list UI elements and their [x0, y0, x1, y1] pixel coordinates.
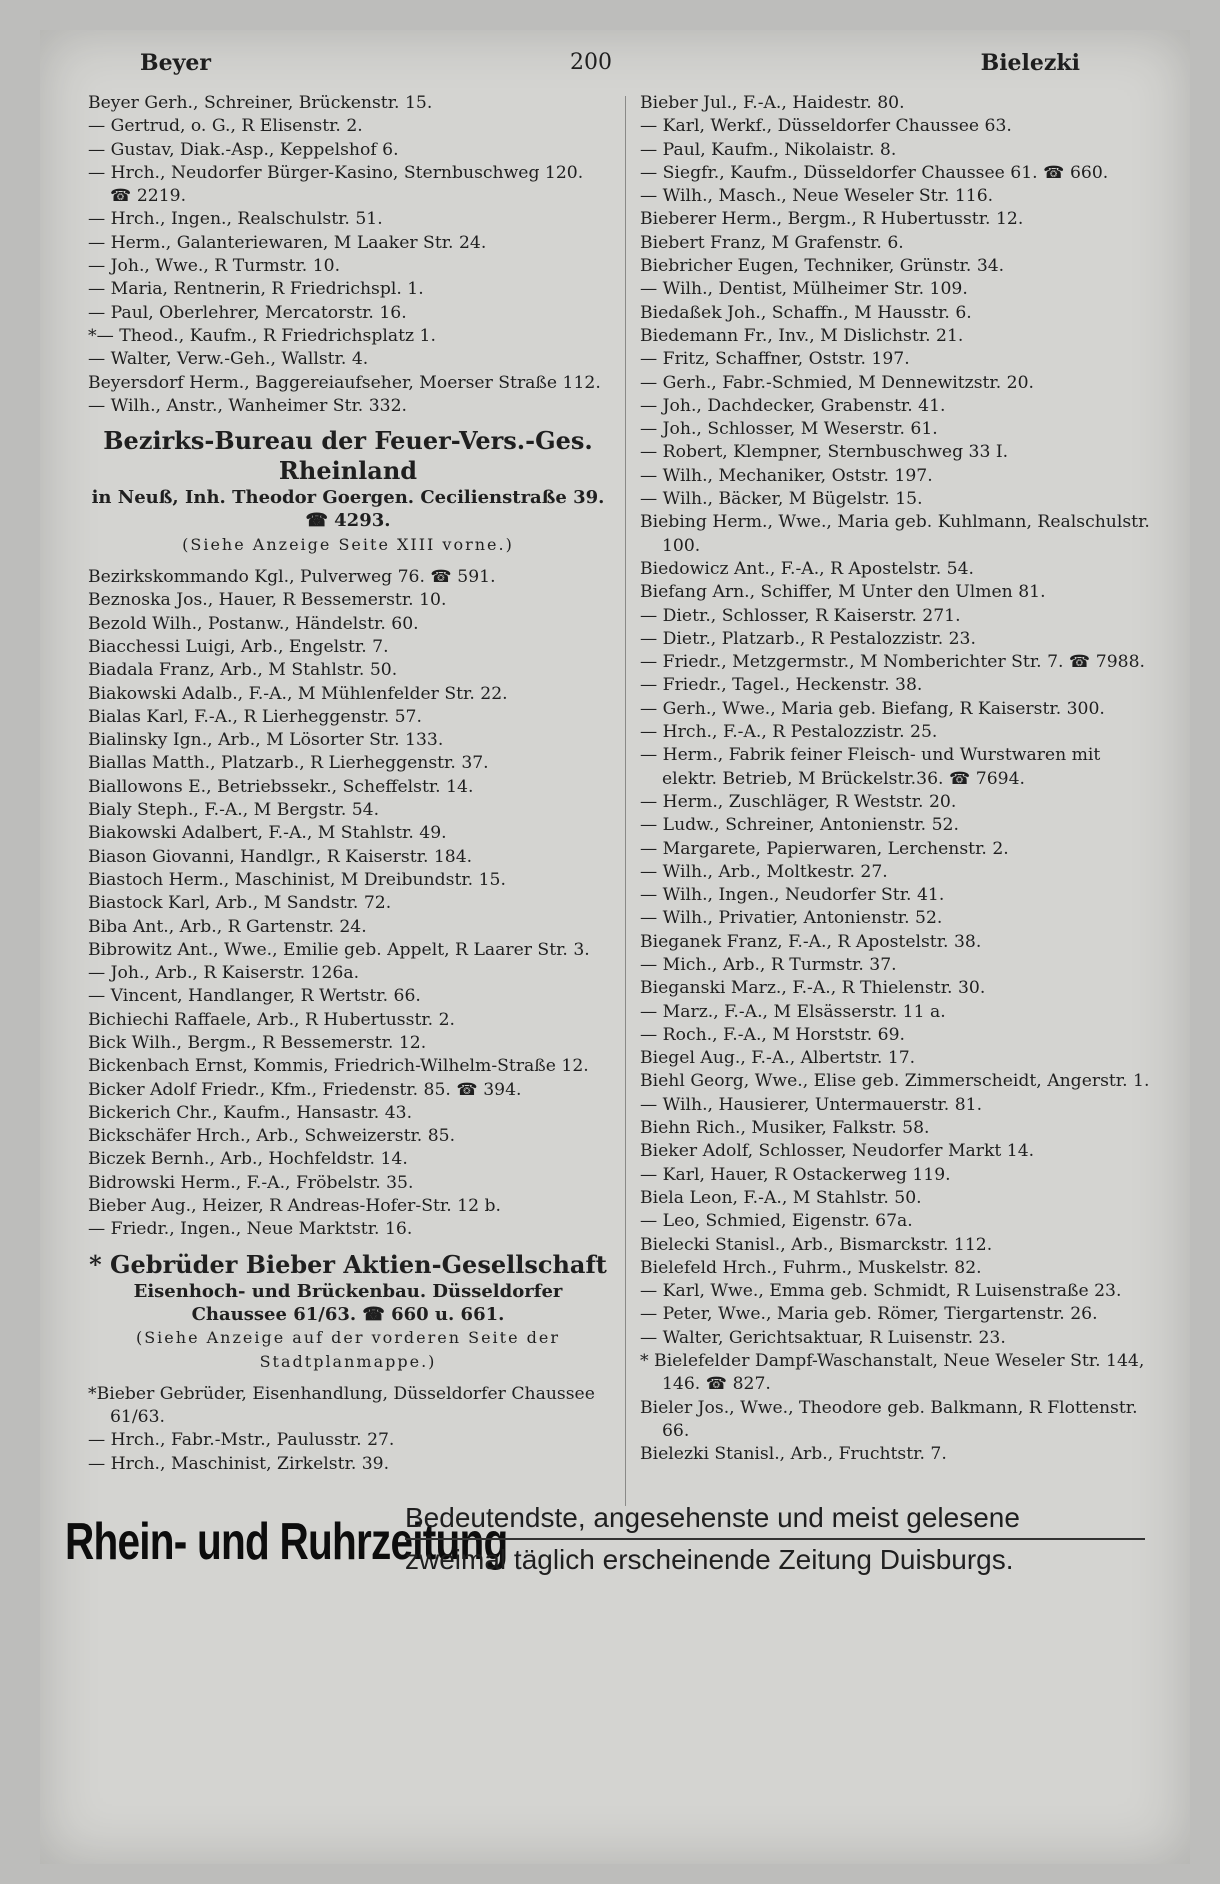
directory-entry: — Mich., Arb., R Turmstr. 37. [640, 954, 897, 975]
column-divider [625, 96, 626, 1506]
directory-entry: — Karl, Werkf., Düsseldorfer Chaussee 63. [640, 116, 1012, 137]
directory-entry: — Wilh., Dentist, Mülheimer Str. 109. [640, 279, 968, 300]
directory-entry: — Wilh., Arb., Moltkestr. 27. [640, 861, 888, 882]
directory-entry: Bickschäfer Hrch., Arb., Schweizerstr. 85. [88, 1126, 456, 1147]
directory-entry: — Joh., Wwe., R Turmstr. 10. [88, 256, 341, 277]
directory-entry: Biebricher Eugen, Techniker, Grünstr. 34. [640, 256, 1005, 277]
directory-entry: — Vincent, Handlanger, R Wertstr. 66. [88, 986, 421, 1007]
directory-entry: Bialas Karl, F.-A., R Lierheggenstr. 57. [88, 706, 422, 727]
directory-entry: — Roch., F.-A., M Horststr. 69. [640, 1024, 906, 1045]
directory-entry: — Wilh., Mechaniker, Oststr. 197. [640, 465, 933, 486]
directory-entry: — Joh., Dachdecker, Grabenstr. 41. [640, 395, 946, 416]
directory-entry: — Walter, Verw.-Geh., Wallstr. 4. [88, 349, 369, 370]
directory-entry: — Marz., F.-A., M Elsässerstr. 11 a. [640, 1001, 946, 1022]
directory-entry: Bezirkskommando Kgl., Pulverweg 76. ☎ 591. [88, 567, 496, 588]
directory-entry: — Herm., Galanteriewaren, M Laaker Str. 24. [88, 232, 487, 253]
directory-entry: Biallas Matth., Platzarb., R Lierheggenstr. 37. [88, 753, 489, 774]
directory-entry: Bialinsky Ign., Arb., M Lösorter Str. 133. [88, 730, 444, 751]
directory-entry: Bieler Jos., Wwe., Theodore geb. Balkmann, R Flottenstr. 66. [640, 1397, 1138, 1441]
directory-entry: Biegel Aug., F.-A., Albertstr. 17. [640, 1048, 916, 1069]
directory-entry: — Wilh., Masch., Neue Weseler Str. 116. [640, 186, 994, 207]
directory-entry: Bieganski Marz., F.-A., R Thielenstr. 30. [640, 978, 986, 999]
directory-entry: — Hrch., Fabr.-Mstr., Paulusstr. 27. [88, 1430, 395, 1451]
directory-entry: Beyersdorf Herm., Baggereiaufseher, Moerser Straße 112. [88, 372, 601, 393]
directory-entry: Bidrowski Herm., F.-A., Fröbelstr. 35. [88, 1172, 414, 1193]
directory-entry: — Karl, Hauer, R Ostackerweg 119. [640, 1164, 951, 1185]
directory-entry: — Paul, Oberlehrer, Mercatorstr. 16. [88, 302, 407, 323]
directory-entry: — Peter, Wwe., Maria geb. Römer, Tiergartenstr. 26. [640, 1304, 1098, 1325]
directory-entry: Bieber Aug., Heizer, R Andreas-Hofer-Str. 12 b. [88, 1196, 501, 1217]
directory-entry: Biba Ant., Arb., R Gartenstr. 24. [88, 916, 367, 937]
directory-entry: Bieber Jul., F.-A., Haidestr. 80. [640, 93, 905, 113]
directory-entry: Bielefeld Hrch., Fuhrm., Muskelstr. 82. [640, 1257, 982, 1278]
directory-entry: — Hrch., Neudorfer Bürger-Kasino, Sternbuschweg 120. ☎ 2219. [88, 162, 584, 207]
directory-entry: Bieker Adolf, Schlosser, Neudorfer Markt 14. [640, 1141, 1035, 1162]
directory-entry: Beznoska Jos., Hauer, R Bessemerstr. 10. [88, 590, 447, 611]
directory-entry: — Margarete, Papierwaren, Lerchenstr. 2. [640, 838, 1009, 859]
header-right: Bielezki [980, 50, 1080, 76]
directory-page [40, 30, 1190, 1864]
directory-entry: Bezold Wilh., Postanw., Händelstr. 60. [88, 613, 419, 634]
directory-entry: — Joh., Schlosser, M Weserstr. 61. [640, 419, 938, 440]
directory-entry: — Gertrud, o. G., R Elisenstr. 2. [88, 116, 363, 137]
heading-big: Bezirks-Bureau der Feuer-Vers.-Ges. Rheinland [103, 426, 593, 486]
directory-entry: Biebing Herm., Wwe., Maria geb. Kuhlmann, Realschulstr. 100. [640, 512, 1150, 556]
directory-entry: — Dietr., Platzarb., R Pestalozzistr. 23. [640, 628, 976, 649]
directory-entry: *— Theod., Kaufm., R Friedrichsplatz 1. [88, 325, 436, 346]
directory-entry: — Friedr., Tagel., Heckenstr. 38. [640, 675, 923, 696]
directory-entry: Bick Wilh., Bergm., R Bessemerstr. 12. [88, 1032, 427, 1053]
directory-entry: Bickerich Chr., Kaufm., Hansastr. 43. [88, 1102, 413, 1123]
directory-entry: Biehn Rich., Musiker, Falkstr. 58. [640, 1118, 930, 1139]
directory-entry: — Maria, Rentnerin, R Friedrichspl. 1. [88, 279, 424, 300]
header-left: Beyer [140, 50, 211, 76]
ad-line-2: zweimal täglich erscheinende Zeitung Duisburgs. [405, 1544, 1014, 1575]
directory-entry: — Gerh., Fabr.-Schmied, M Dennewitzstr. 20. [640, 372, 1035, 393]
heading-sub: in Neuß, Inh. Theodor Goergen. Cecilienstraße 39. ☎ 4293. [91, 487, 605, 532]
directory-entry: Bialy Steph., F.-A., M Bergstr. 54. [88, 800, 380, 821]
heading-sub: Eisenhoch- und Brückenbau. Düsseldorfer Chaussee 61/63. ☎ 660 u. 661. [133, 1280, 563, 1325]
ad-logo: Rhein- und Ruhrzeitung [65, 1513, 508, 1571]
directory-entry: — Leo, Schmied, Eigenstr. 67a. [640, 1211, 913, 1232]
directory-entry: Biallowons E., Betriebssekr., Scheffelstr. 14. [88, 776, 474, 797]
directory-entry: * Bielefelder Dampf-Waschanstalt, Neue Weseler Str. 144, 146. ☎ 827. [640, 1351, 1145, 1395]
directory-entry: — Walter, Gerichtsaktuar, R Luisenstr. 23. [640, 1327, 1006, 1348]
directory-entry: — Herm., Fabrik feiner Fleisch- und Wurstwaren mit elektr. Betrieb, M Brückelstr.36. ☎ 7694. [640, 745, 1101, 789]
directory-entry: Biakowski Adalbert, F.-A., M Stahlstr. 49. [88, 823, 447, 844]
directory-entry: — Paul, Kaufm., Nikolaistr. 8. [640, 139, 897, 160]
directory-entry: Biehl Georg, Wwe., Elise geb. Zimmerscheidt, Angerstr. 1. [640, 1071, 1150, 1092]
directory-entry: — Herm., Zuschläger, R Weststr. 20. [640, 791, 957, 812]
directory-entry: Beyer Gerh., Schreiner, Brückenstr. 15. [88, 93, 433, 113]
directory-entry: — Wilh., Anstr., Wanheimer Str. 332. [88, 395, 407, 416]
directory-entry: Biastoch Herm., Maschinist, M Dreibundstr. 15. [88, 869, 506, 890]
directory-entry: — Hrch., F.-A., R Pestalozzistr. 25. [640, 722, 938, 743]
directory-entry: Bickenbach Ernst, Kommis, Friedrich-Wilhelm-Straße 12. [88, 1056, 589, 1077]
directory-entry: Biacchessi Luigi, Arb., Engelstr. 7. [88, 636, 389, 657]
directory-entry: — Fritz, Schaffner, Oststr. 197. [640, 349, 910, 370]
directory-entry: — Robert, Klempner, Sternbuschweg 33 I. [640, 442, 1009, 463]
section-heading [88, 1250, 608, 1373]
heading-big: * Gebrüder Bieber Aktien-Gesellschaft [89, 1249, 607, 1279]
directory-entry: — Hrch., Ingen., Realschulstr. 51. [88, 209, 383, 230]
directory-entry: *Bieber Gebrüder, Eisenhandlung, Düsseldorfer Chaussee 61/63. [88, 1383, 595, 1428]
directory-entry: Bielezki Stanisl., Arb., Fruchtstr. 7. [640, 1444, 947, 1465]
directory-entry: Bieberer Herm., Bergm., R Hubertusstr. 12. [640, 209, 1024, 230]
heading-note: (Siehe Anzeige auf der vorderen Seite der Stadtplanmappe.) [135, 1328, 561, 1371]
directory-entry: Bicker Adolf Friedr., Kfm., Friedenstr. 85. ☎ 394. [88, 1079, 522, 1100]
directory-entry: Biadala Franz, Arb., M Stahlstr. 50. [88, 660, 398, 681]
directory-entry: Biedemann Fr., Inv., M Dislichstr. 21. [640, 325, 964, 346]
directory-entry: Bielecki Stanisl., Arb., Bismarckstr. 112. [640, 1234, 993, 1255]
ad-line-1: Bedeutendste, angesehenste und meist gelesene [405, 1502, 1145, 1540]
directory-entry: — Wilh., Hausierer, Untermauerstr. 81. [640, 1094, 983, 1115]
directory-entry: — Karl, Wwe., Emma geb. Schmidt, R Luisenstraße 23. [640, 1281, 1122, 1302]
page-number: 200 [570, 50, 612, 75]
directory-entry: — Friedr., Metzgermstr., M Nomberichter Str. 7. ☎ 7988. [640, 652, 1146, 673]
directory-entry: — Gustav, Diak.-Asp., Keppelshof 6. [88, 139, 399, 160]
left-column [88, 92, 608, 1476]
directory-entry: Bibrowitz Ant., Wwe., Emilie geb. Appelt, R Laarer Str. 3. [88, 939, 590, 960]
directory-entry: — Gerh., Wwe., Maria geb. Biefang, R Kaiserstr. 300. [640, 698, 1105, 719]
directory-entry: — Wilh., Bäcker, M Bügelstr. 15. [640, 489, 923, 510]
directory-entry: Biczek Bernh., Arb., Hochfeldstr. 14. [88, 1149, 408, 1170]
newspaper-advertisement [65, 1500, 1160, 1585]
directory-entry: — Siegfr., Kaufm., Düsseldorfer Chaussee 61. ☎ 660. [640, 162, 1109, 183]
directory-entry: Biela Leon, F.-A., M Stahlstr. 50. [640, 1187, 922, 1208]
directory-entry: — Wilh., Privatier, Antonienstr. 52. [640, 908, 943, 929]
heading-note: (Siehe Anzeige Seite XIII vorne.) [182, 534, 514, 554]
directory-entry: — Wilh., Ingen., Neudorfer Str. 41. [640, 885, 945, 906]
directory-entry: — Joh., Arb., R Kaiserstr. 126a. [88, 963, 360, 984]
section-heading [88, 426, 608, 556]
directory-entry: Bieganek Franz, F.-A., R Apostelstr. 38. [640, 931, 982, 952]
right-column [640, 92, 1160, 1467]
directory-entry: Bichiechi Raffaele, Arb., R Hubertusstr. 2. [88, 1009, 456, 1030]
directory-entry: Biastock Karl, Arb., M Sandstr. 72. [88, 893, 392, 914]
directory-entry: — Dietr., Schlosser, R Kaiserstr. 271. [640, 605, 961, 626]
directory-entry: Biedaßek Joh., Schaffn., M Hausstr. 6. [640, 302, 972, 323]
page-header [40, 50, 1190, 90]
directory-entry: — Ludw., Schreiner, Antonienstr. 52. [640, 815, 959, 836]
directory-entry: Biebert Franz, M Grafenstr. 6. [640, 232, 904, 253]
directory-entry: Biefang Arn., Schiffer, M Unter den Ulmen 81. [640, 582, 1046, 603]
directory-entry: — Hrch., Maschinist, Zirkelstr. 39. [88, 1453, 390, 1474]
directory-entry: Biakowski Adalb., F.-A., M Mühlenfelder Str. 22. [88, 683, 508, 704]
directory-entry: Biason Giovanni, Handlgr., R Kaiserstr. 184. [88, 846, 473, 867]
directory-entry: Biedowicz Ant., F.-A., R Apostelstr. 54. [640, 558, 974, 579]
directory-entry: — Friedr., Ingen., Neue Marktstr. 16. [88, 1219, 413, 1240]
